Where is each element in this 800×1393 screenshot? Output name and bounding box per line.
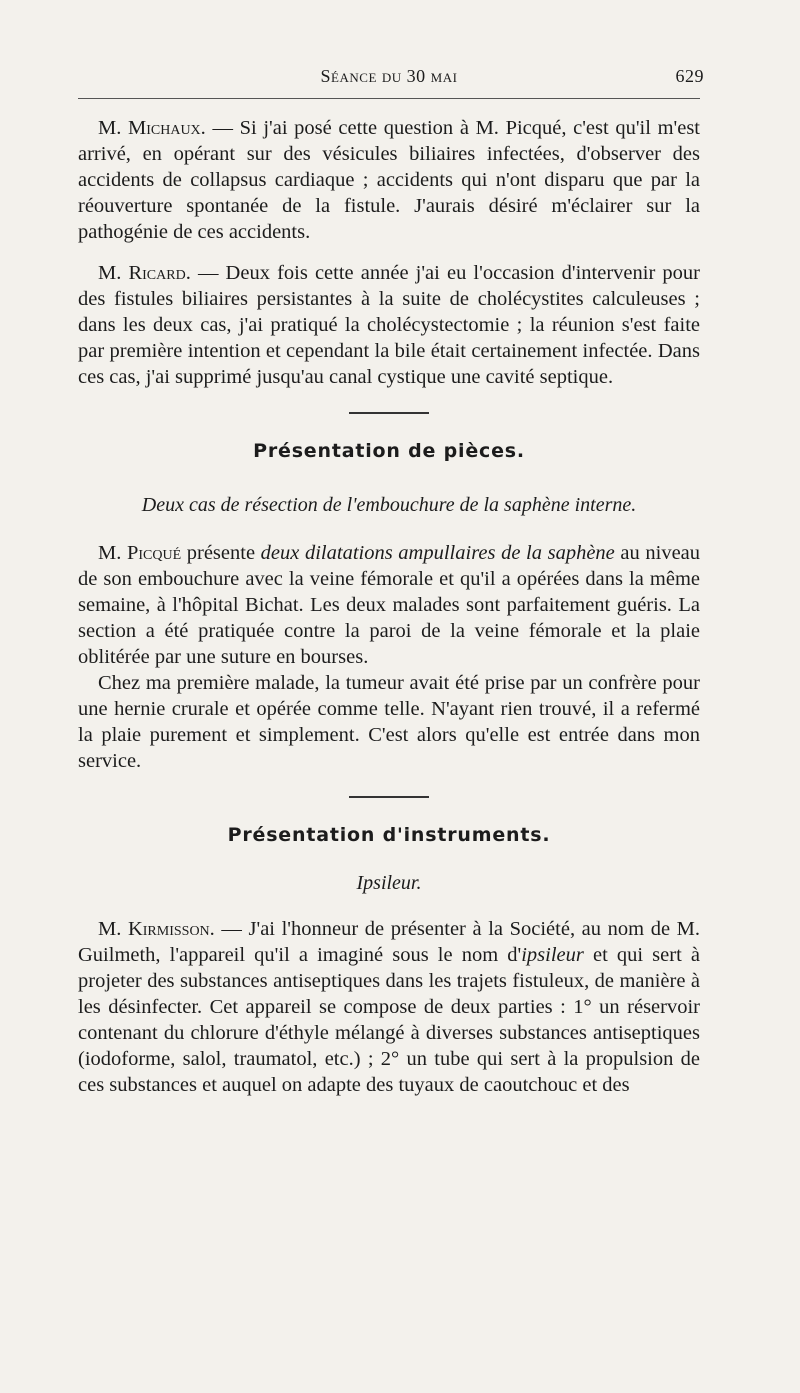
paragraph-michaux [78,115,700,245]
document-page [78,60,704,1098]
paragraph-ricard [78,260,700,390]
section-separator [349,412,429,414]
paragraph-text: et qui sert à projeter des substances antiseptiques dans les trajets fistuleux, de manière à les désinfecter. Cet appareil se compose de deux parties : 1° un réservoir contenant du chlorure d'éthyle mélangé à diverses substances antiseptiques (iodoforme, salol, traumatol, etc.) ; 2° un tube qui sert à la propulsion de ces substances et auquel on adapte des tuyaux de caoutchouc et des [78,944,700,1096]
italic-word: ipsileur [521,944,584,966]
header-rule [78,98,700,99]
section-subtitle-saphene: Deux cas de résection de l'embouchure de la saphène interne. [141,494,637,516]
paragraph-text: — Deux fois cette année j'ai eu l'occasion d'intervenir pour des fistules biliaires persistantes à la suite de cholécystites calculeuses ; dans les deux cas, j'ai pratiqué la cholécystectomie ; la réunion s'est faite par première intention et cependant la bile était certainement infectée. Dans ces cas, j'ai supprimé jusqu'au canal cystique une cavité septique. [78,262,700,388]
speaker-name: M. Ricard. [98,262,191,284]
paragraph-text: — J'ai l'honneur de présenter à la Société, au nom de M. Guilmeth, l'appareil qu'il a imaginé sous le nom d' [78,918,701,966]
speaker-name: M. Michaux. [98,117,206,139]
section-subtitle-ipsileur: Ipsileur. [356,872,422,894]
running-header [78,60,704,90]
paragraph-premiere-malade: Chez ma première malade, la tumeur avait été prise par un confrère pour une hernie crurale et opérée comme telle. N'ayant rien trouvé, il a refermé la plaie purement et simplement. C'est alors qu'elle est entrée dans mon service. [78,672,700,772]
paragraph-text: présente [181,542,261,564]
italic-phrase: deux dilatations ampullaires de la saphène [260,542,615,564]
speaker-name: M. Picqué [98,542,182,564]
paragraph-text: — Si j'ai posé cette question à M. Picqué, c'est qu'il m'est arrivé, en opérant sur des vésicules biliaires infectées, d'observer des accidents de collapsus cardiaque ; accidents qui n'ont disparu que par la réouverture spontanée de la fistule. J'aurais désiré m'éclairer sur la pathogénie de ces accidents. [78,117,700,243]
paragraph-picque [78,540,700,670]
speaker-name: M. Kirmisson. [98,918,215,940]
section-separator [349,796,429,798]
page-number: 629 [675,66,704,86]
paragraph-kirmisson [78,916,700,1098]
section-heading-instruments: Présentation d'instruments. [227,824,551,846]
running-title: Séance du 30 mai [320,66,458,86]
section-heading-pieces: Présentation de pièces. [253,440,525,462]
paragraph-text: au niveau de son embouchure avec la veine fémorale et qu'il a opérées dans la même semaine, à l'hôpital Bichat. Les deux malades sont parfaitement guéris. La section a été pratiquée contre la paroi de la veine fémorale et la plaie oblitérée par une suture en bourses. [78,542,701,668]
